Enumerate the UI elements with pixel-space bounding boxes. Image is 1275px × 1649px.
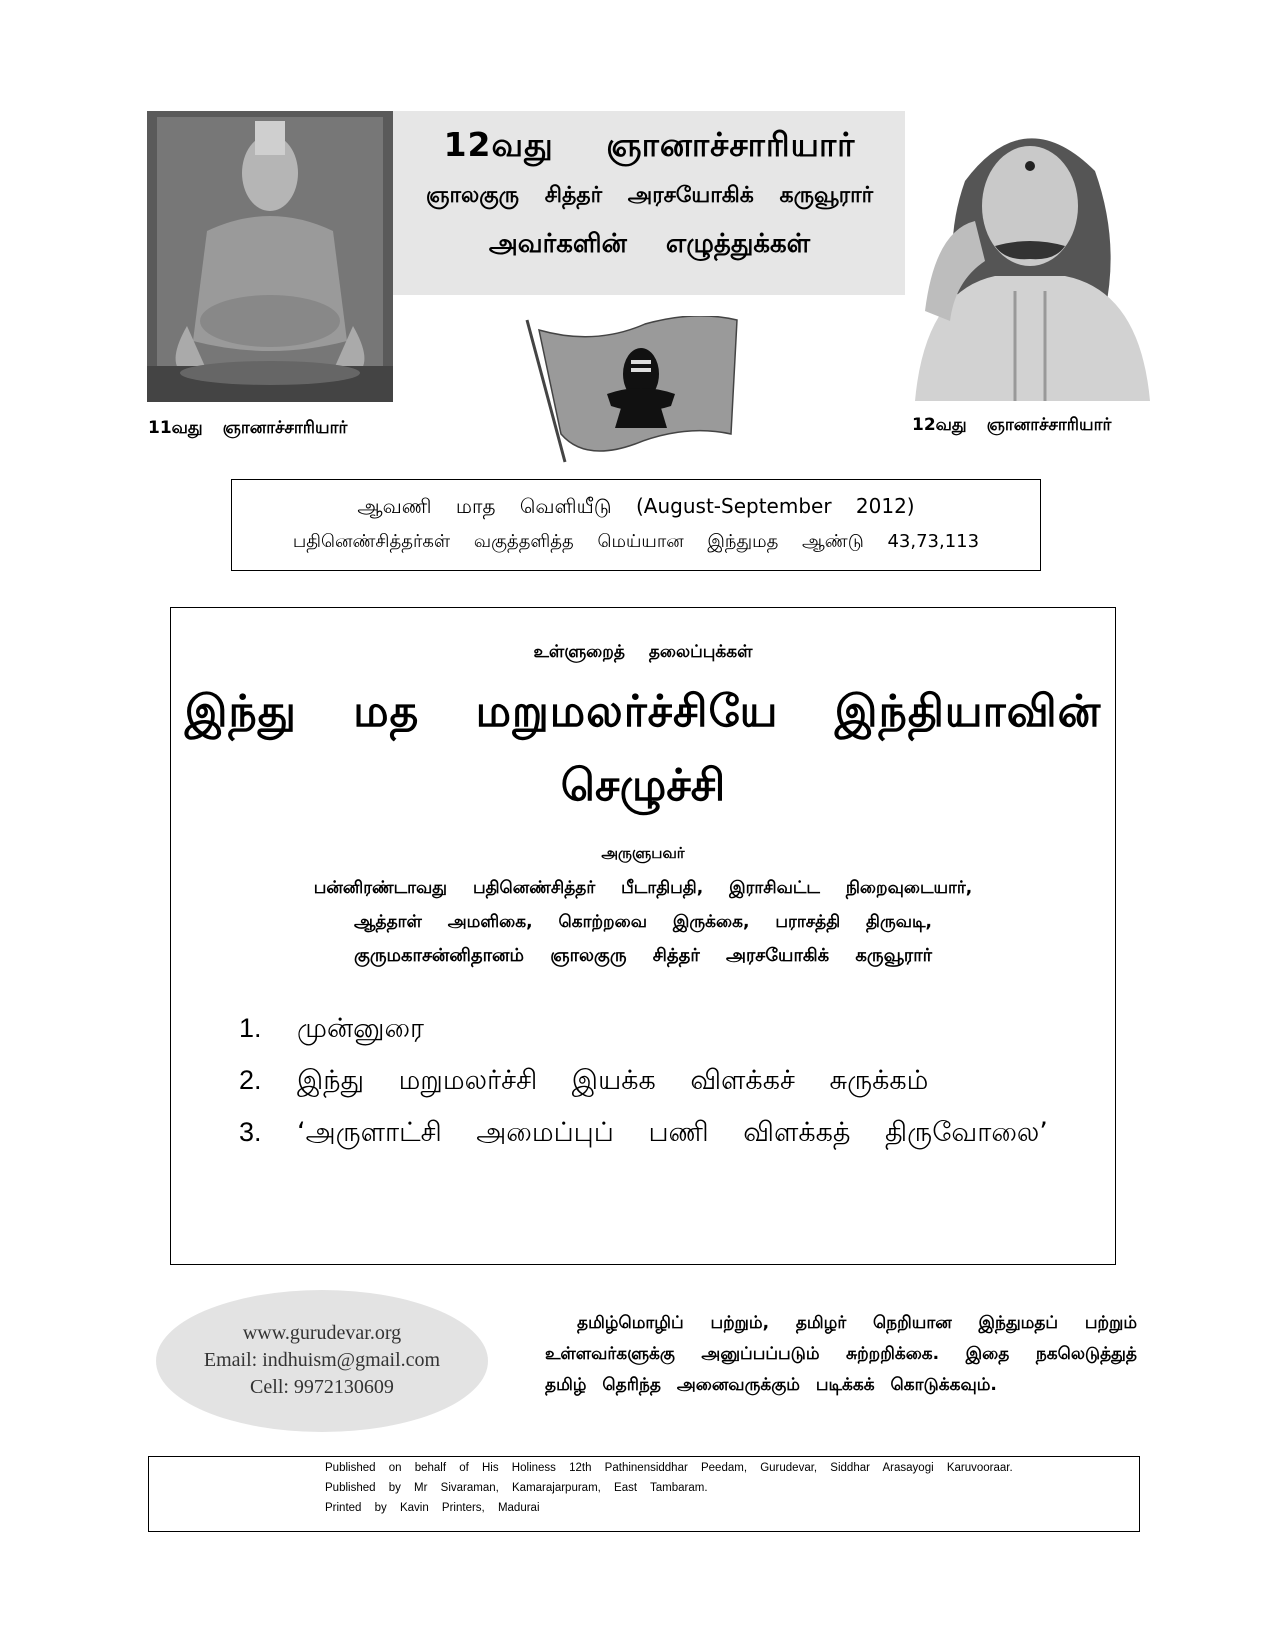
author-line2: ஆத்தாள் அமளிகை, கொற்றவை இருக்கை, பராசத்தி திருவடி, [354, 912, 932, 932]
header-title-line3: அவர்களின் எழுத்துக்கள் [488, 229, 811, 259]
publisher-line1: Published on behalf of His Holiness 12th Pathinensiddhar Peedam, Gurudevar, Siddhar Arasayogi Karuvooraar. [325, 1462, 1013, 1474]
main-title-line2: செழுச்சி [560, 760, 726, 811]
photo-12th-gnanacharyar [905, 111, 1155, 401]
flag-lingam-emblem [525, 316, 750, 466]
toc-text: இந்து மறுமலர்ச்சி இயக்க விளக்கச் சுருக்கம் [297, 1065, 929, 1096]
toc-item [239, 1065, 1048, 1117]
caption-right-photo: 12வது ஞானாச்சாரியார் [912, 415, 1112, 435]
hindu-year: பதினெண்சித்தர்கள் வகுத்தளித்த மெய்யான இந்துமத ஆண்டு 43,73,113 [292, 531, 980, 552]
toc-item [239, 1117, 1048, 1169]
table-of-contents [239, 1013, 1048, 1169]
circular-note [545, 1308, 1137, 1401]
publisher-line2: Published by Mr Sivaraman, Kamarajarpuram, East Tambaram. [325, 1482, 708, 1494]
email-link[interactable]: Email: indhuism@gmail.com [203, 1349, 441, 1371]
contact-info [156, 1290, 488, 1432]
caption-left-photo: 11வது ஞானாச்சாரியார் [148, 418, 348, 438]
toc-text: ‘அருளாட்சி அமைப்புப் பணி விளக்கத் திருவோலை’ [297, 1117, 1048, 1148]
cell-number: Cell: 9972130609 [250, 1376, 394, 1398]
header-title-line1: 12வது ஞானாச்சாரியார் [443, 125, 856, 164]
author-line1: பன்னிரண்டாவது பதினெண்சித்தர் பீடாதிபதி, இராசிவட்ட நிறைவுடையார், [313, 878, 973, 898]
contents-heading: உள்ளுறைத் தலைப்புக்கள் [533, 642, 753, 662]
publisher-box [148, 1456, 1140, 1532]
website-link[interactable]: www.gurudevar.org [242, 1322, 402, 1344]
toc-number: 1. [239, 1013, 262, 1043]
toc-text: முன்னுரை [297, 1013, 424, 1044]
photo-11th-gnanacharyar [147, 111, 393, 402]
publisher-line3: Printed by Kavin Printers, Madurai [325, 1502, 540, 1514]
author-label: அருளுபவர் [601, 844, 685, 862]
contents-box [170, 607, 1116, 1265]
toc-number: 2. [239, 1065, 262, 1095]
main-title-line1: இந்து மத மறுமலர்ச்சியே இந்தியாவின் [184, 686, 1102, 737]
header-title-box [393, 111, 906, 295]
release-month: ஆவணி மாத வெளியீடு (August-September 2012) [357, 494, 915, 518]
toc-item [239, 1013, 1048, 1065]
toc-number: 3. [239, 1117, 262, 1147]
circular-note-text: தமிழ்மொழிப் பற்றும், தமிழர் நெறியான இந்துமதப் பற்றும் உள்ளவர்களுக்கு அனுப்பப்படும் சுற்றறிக்கை. இதை நகலெடுத்துத் தமிழ் தெரிந்த அனைவருக்கும் படிக்கக் கொடுக்கவும். [545, 1313, 1137, 1395]
header-title-line2: ஞாலகுரு சித்தர் அரசயோகிக் கருவூரார் [425, 183, 874, 208]
release-info-box [231, 479, 1041, 571]
author-line3: குருமகாசன்னிதானம் ஞாலகுரு சித்தர் அரசயோகிக் கருவூரார் [353, 945, 933, 966]
